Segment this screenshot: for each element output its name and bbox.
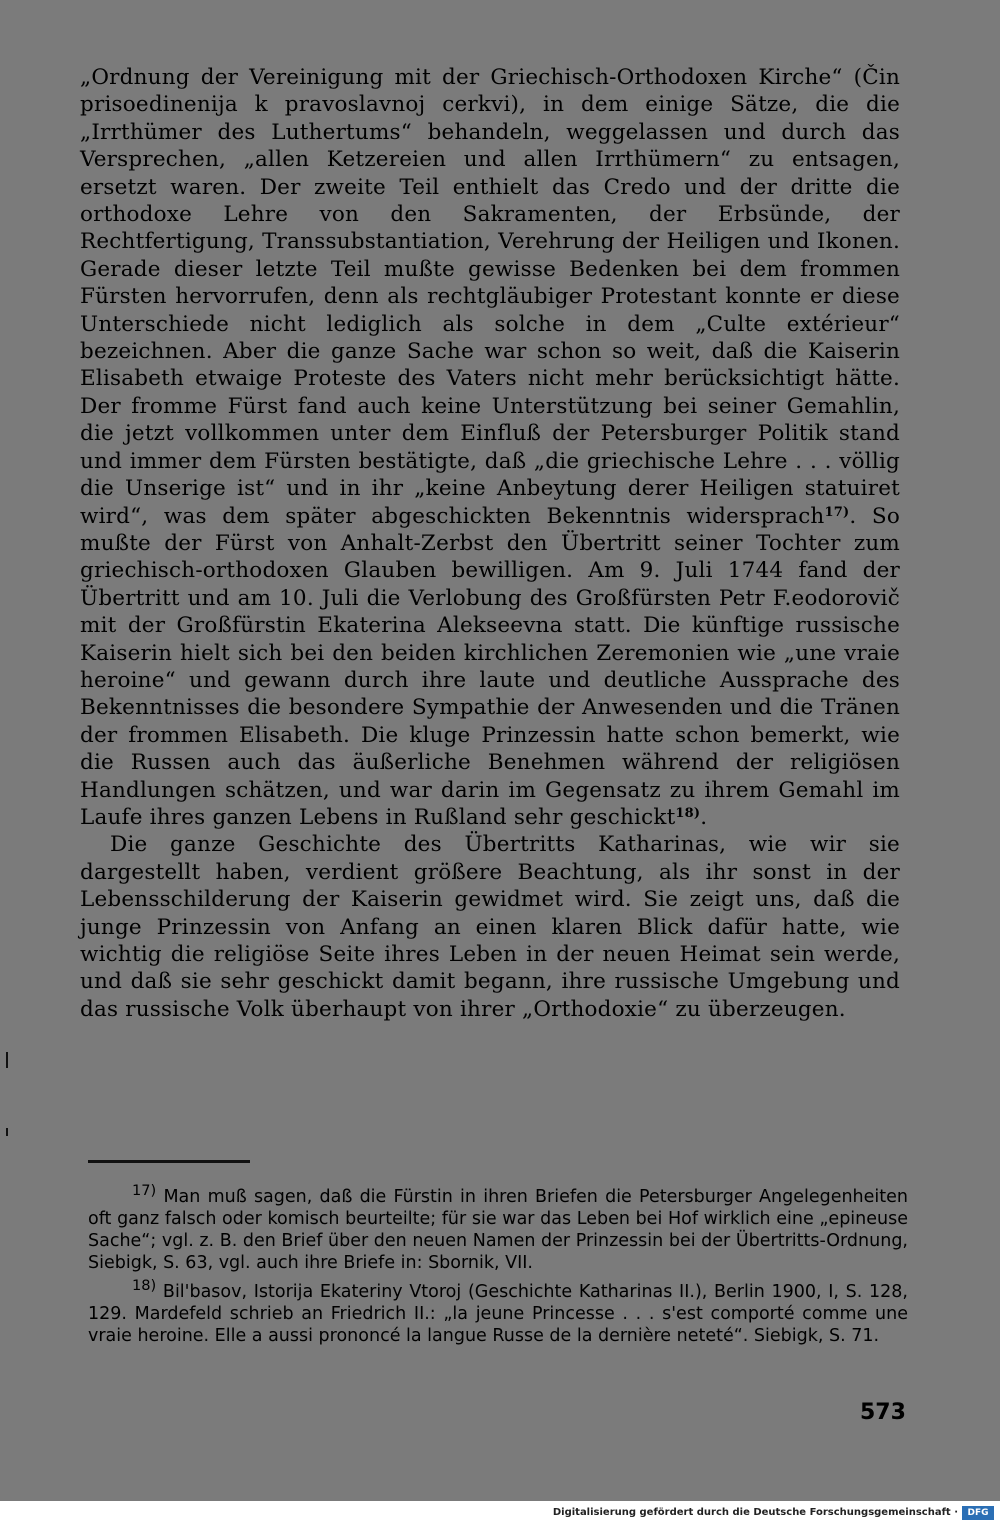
paragraph [80,64,900,831]
page-number: 573 [860,1400,906,1425]
footnote-ref: 18) [675,805,701,821]
dfg-logo: DFG [962,1506,994,1520]
footer-credit: Digitalisierung gefördert durch die Deutsche Forschungsgemeinschaft · [552,1507,958,1518]
footnote-mark: 17) [132,1182,157,1199]
footnote-mark: 18) [132,1276,157,1294]
paragraph-text: Die ganze Geschichte des Übertritts Katharinas, wie wir sie dargestellt haben, verdient größere Beachtung, als ihr sonst in der Lebensschilderung der Kaiserin gewidmet wird. Sie zeigt uns, daß die junge Prinzessin von Anfang an einen klaren Blick dafür hatte, wie wichtig die religiöse Seite ihres Leben in der neuen Heimat sein werde, und daß sie sehr geschickt damit begann, ihre russische Umgebung und das russische Volk überhaupt von ihrer „Orthodoxie“ zu überzeugen. [80,832,900,1022]
paragraph-text: . So mußte der Fürst von Anhalt-Zerbst den Übertritt seiner Tochter zum griechisch-orthodoxen Glauben bewilligen. Am 9. Juli 1744 fand der Übertritt und am 10. Juli die Verlobung des Großfürsten Petr F.eodorovič mit der Großfürstin Ekaterina Alekseevna statt. Die künftige russische Kaiserin hielt sich bei den beiden kirchlichen Zeremonien wie „une vraie heroine“ und gewann durch ihre laute und deutliche Aussprache des Bekenntnisses die besondere Sympathie der Anwesenden und die Tränen der frommen Elisabeth. Die kluge Prinzessin hatte schon bemerkt, wie die Russen auch das äußerliche Benehmen während der religiösen Handlungen schätzen, und war darin im Gegensatz zu ihrem Gemahl im Laufe ihres ganzen Lebens in Rußland sehr geschickt [80,503,900,830]
footnotes [88,1180,908,1347]
paragraph [80,831,900,1023]
main-text [80,64,900,1023]
footnote-divider [88,1160,250,1163]
footnote-text: Man muß sagen, daß die Fürstin in ihren Briefen die Petersburger Angelegenheiten oft ganz falsch oder komisch beurteilte; für sie war das Leben bei Hof wirklich eine „epineuse Sache“; vgl. z. B. den Brief über den neuen Namen der Prinzessin bei der Übertritts-Ordnung, Siebigk, S. 63, vgl. auch ihre Briefe in: Sbornik, VII. [88,1186,908,1274]
margin-mark [6,1052,8,1068]
paragraph-text: . [700,804,708,830]
footnote-ref: 17) [824,504,850,520]
footer-bar [0,1501,1000,1529]
footnote [88,1275,908,1347]
margin-mark [6,1128,8,1136]
footnote-text: Bil'basov, Istorija Ekateriny Vtoroj (Geschichte Katharinas II.), Berlin 1900, I, S. 128, 129. Mardefeld schrieb an Friedrich II.: „la jeune Princesse . . . s'est comporté comme une vraie heroine. Elle a aussi prononcé la langue Russe de la dernière neteté“. Siebigk, S. 71. [88,1281,908,1346]
paragraph-text: „Ordnung der Vereinigung mit der Griechisch-Orthodoxen Kirche“ (Čin prisoedinenija k pravoslavnoj cerkvi), in dem einige Sätze, die die „Irrthümer des Luthertums“ behandeln, weggelassen und durch das Versprechen, „allen Ketzereien und allen Irrthümern“ zu entsagen, ersetzt waren. Der zweite Teil enthielt das Credo und der dritte die orthodoxe Lehre von den Sakramenten, der Erbsünde, der Rechtfertigung, Transsubstantiation, Verehrung der Heiligen und Ikonen. Gerade dieser letzte Teil mußte gewisse Bedenken bei dem frommen Fürsten hervorrufen, denn als rechtgläubiger Protestant konnte er diese Unterschiede nicht lediglich als solche in dem „Culte extérieur“ bezeichnen. Aber die ganze Sache war schon so weit, daß die Kaiserin Elisabeth etwaige Proteste des Vaters nicht mehr berücksichtigt hätte. Der fromme Fürst fand auch keine Unterstützung bei seiner Gemahlin, die jetzt vollkommen unter dem Einfluß der Petersburger Politik stand und immer dem Fürsten bestätigte, daß „die griechische Lehre . . . völlig die Unserige ist“ und in ihr „keine Anbeytung derer Heiligen statuiret wird“, was dem später abgeschickten Bekenntnis widersprach [80,65,900,529]
footnote [88,1180,908,1275]
